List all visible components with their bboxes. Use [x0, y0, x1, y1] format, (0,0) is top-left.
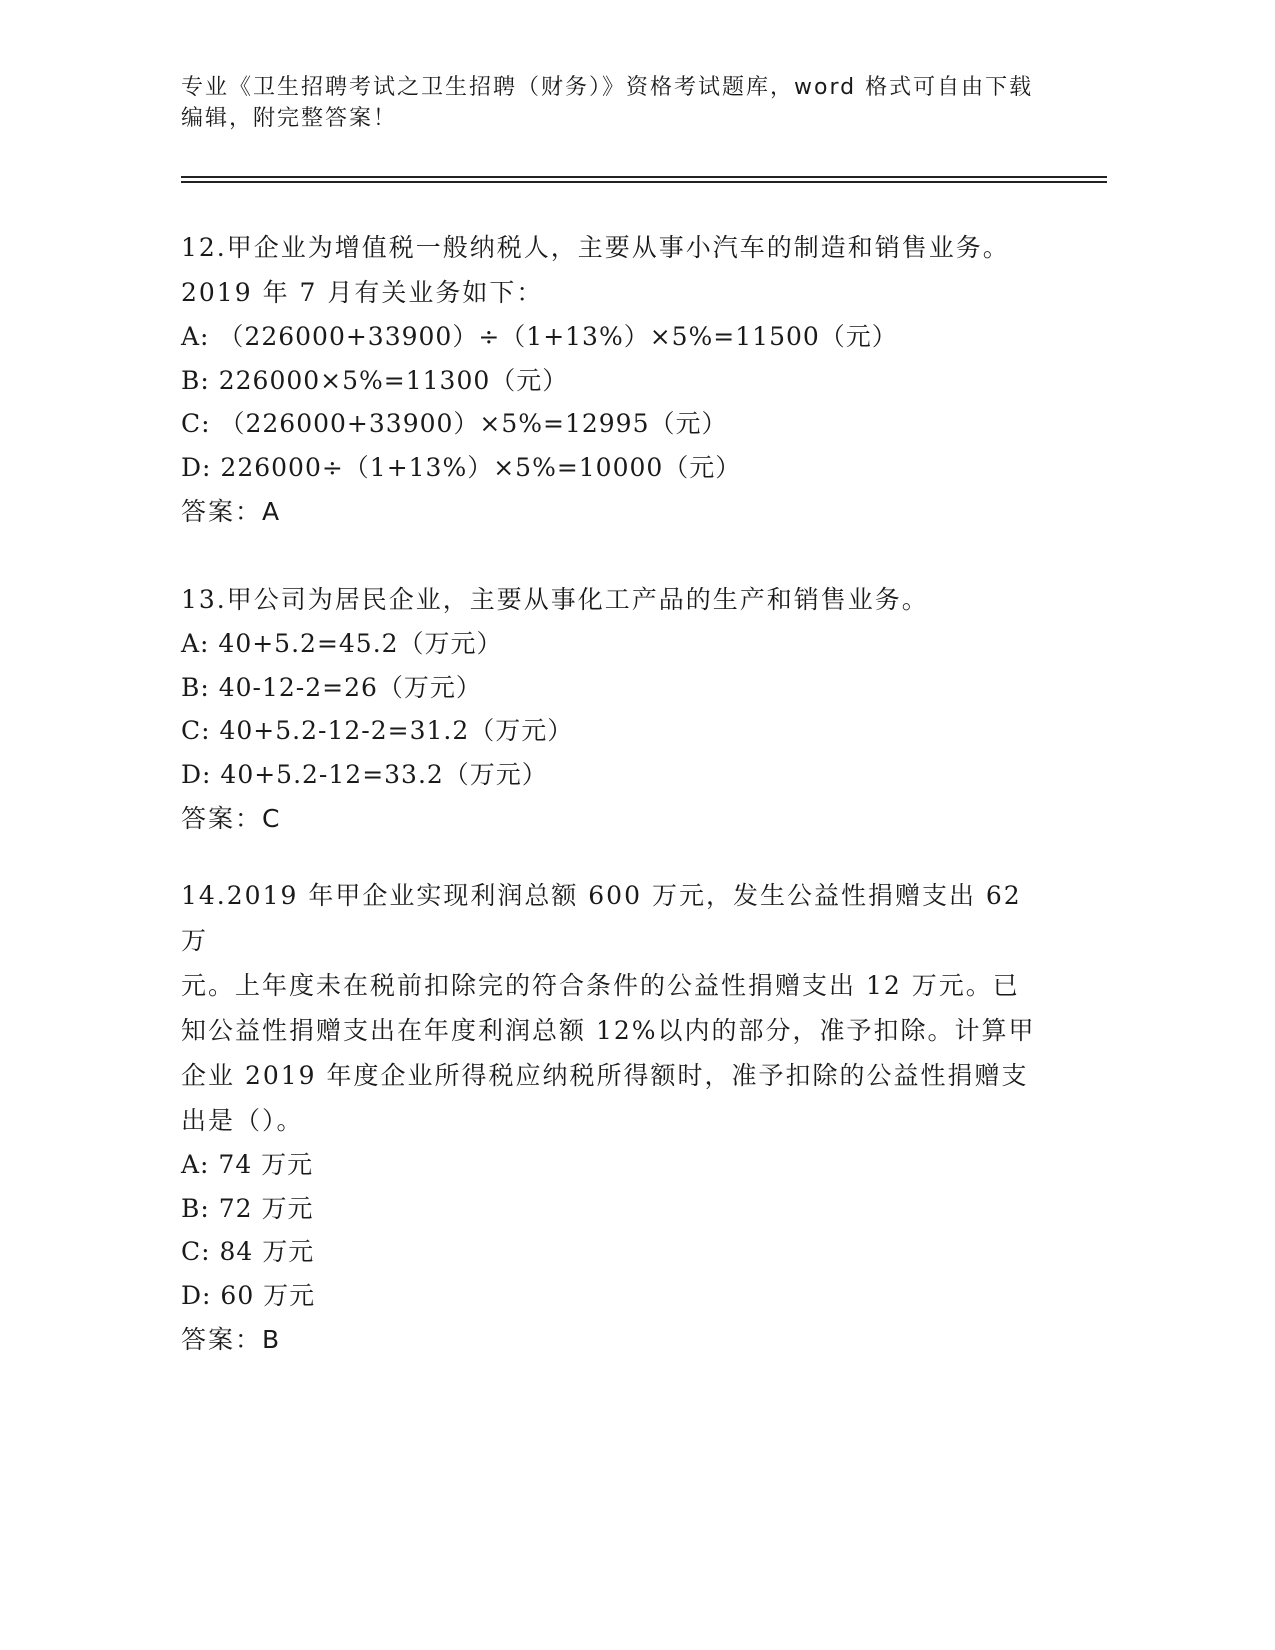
option-a: A: 74 万元	[181, 1150, 314, 1179]
header-line-2: 编辑，附完整答案！	[181, 106, 398, 131]
option-c: C: （226000+33900）×5%=12995（元）	[181, 409, 728, 438]
question-stem-line: 元。上年度未在税前扣除完的符合条件的公益性捐赠支出 12 万元。已	[181, 971, 1020, 1000]
question-stem-line: 企业 2019 年度企业所得税应纳税所得额时，准予扣除的公益性捐赠支	[181, 1061, 1029, 1090]
question-stem-line: 13.甲公司为居民企业，主要从事化工产品的生产和销售业务。	[181, 585, 929, 614]
answer-line: 答案：B	[181, 1325, 282, 1354]
option-d: D: 226000÷（1+13%）×5%=10000（元）	[181, 452, 742, 482]
question-stem-line: 12.甲企业为增值税一般纳税人，主要从事小汽车的制造和销售业务。	[181, 233, 1010, 262]
question-stem-line: 知公益性捐赠支出在年度利润总额 12%以内的部分，准予扣除。计算甲	[181, 1016, 1036, 1045]
option-c: C: 40+5.2-12-2=31.2（万元）	[181, 716, 574, 745]
option-b: B: 226000×5%=11300（元）	[181, 365, 569, 395]
document-header	[181, 72, 1061, 134]
answer-line: 答案：A	[181, 497, 282, 526]
option-d: D: 40+5.2-12=33.2（万元）	[181, 759, 548, 789]
option-b: B: 72 万元	[181, 1193, 314, 1223]
question-12	[181, 225, 1041, 535]
option-a: A: （226000+33900）÷（1+13%）×5%=11500（元）	[181, 322, 898, 351]
question-14	[181, 873, 1041, 1363]
question-stem-line: 出是（）。	[181, 1106, 304, 1135]
option-a: A: 40+5.2=45.2（万元）	[181, 629, 503, 658]
answer-line: 答案：C	[181, 804, 282, 833]
question-13	[181, 577, 1041, 842]
header-divider-bottom	[181, 181, 1107, 183]
header-divider-top	[181, 176, 1107, 178]
question-stem-line: 14.2019 年甲企业实现利润总额 600 万元，发生公益性捐赠支出 62 万	[181, 881, 1022, 955]
option-c: C: 84 万元	[181, 1237, 315, 1266]
header-line-1: 专业《卫生招聘考试之卫生招聘（财务）》资格考试题库，word 格式可自由下载	[181, 75, 1034, 100]
option-d: D: 60 万元	[181, 1280, 316, 1310]
option-b: B: 40-12-2=26（万元）	[181, 672, 482, 702]
question-stem-line: 2019 年 7 月有关业务如下：	[181, 278, 544, 307]
